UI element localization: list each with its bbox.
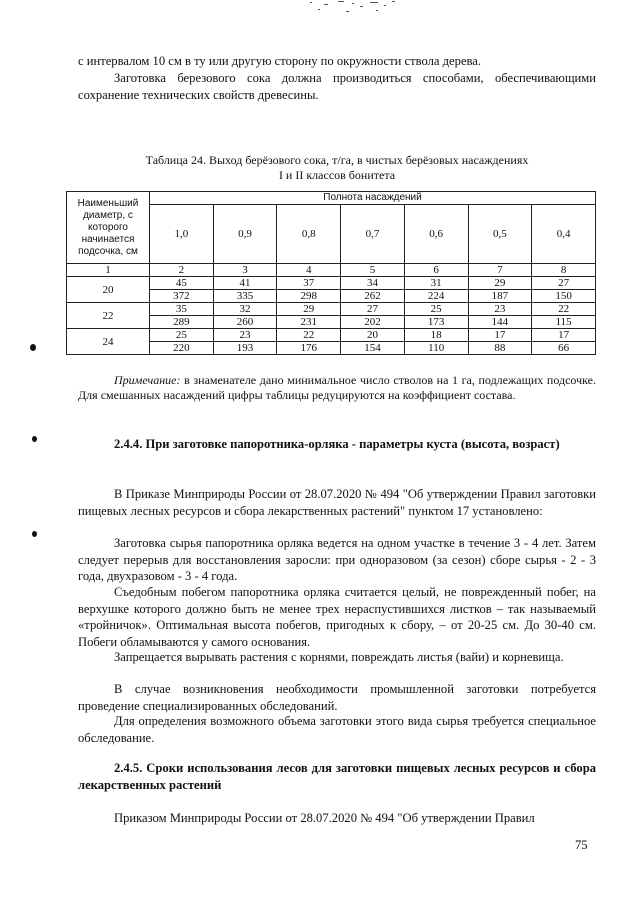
- table-cell: 5: [341, 264, 405, 277]
- intro-line: с интервалом 10 см в ту или другую сторону по окружности ствола дерева.: [78, 54, 482, 68]
- table-cell: 202: [341, 316, 405, 329]
- diameter-cell: 20: [67, 277, 150, 303]
- table-cell: 22: [277, 329, 341, 342]
- table-cell: 32: [213, 303, 277, 316]
- page-number: 75: [575, 838, 588, 852]
- diameter-cell: 22: [67, 303, 150, 329]
- scan-artifact: [300, 0, 410, 14]
- section-244-heading: 2.4.4. При заготовке папоротника-орляка - параметры куста (высота, возраст): [114, 437, 560, 451]
- table-cell: 176: [277, 342, 341, 355]
- table-cell: 17: [468, 329, 532, 342]
- table-cell: 220: [150, 342, 214, 355]
- section-245-paragraph: Приказом Минприроды России от 28.07.2020 № 494 "Об утверждении Правил: [114, 811, 535, 825]
- table-cell: 29: [277, 303, 341, 316]
- table-cell: 17: [532, 329, 596, 342]
- column-header: 1,0: [150, 205, 214, 264]
- section-244-paragraph: Для определения возможного объема заготовки этого вида сырья требуется специальное обследование.: [78, 714, 596, 745]
- section-244-paragraph: Запрещается вырывать растения с корнями, повреждать листья (вайи) и корневища.: [114, 650, 564, 664]
- table-cell: 335: [213, 290, 277, 303]
- table-cell: 289: [150, 316, 214, 329]
- table-cell: 35: [150, 303, 214, 316]
- table-cell: 193: [213, 342, 277, 355]
- table-cell: 37: [277, 277, 341, 290]
- table-cell: 110: [404, 342, 468, 355]
- table-caption-line1: Таблица 24. Выход берёзового сока, т/га, в чистых берёзовых насаждениях: [145, 153, 529, 167]
- table-row: [67, 329, 596, 342]
- table-cell: 27: [341, 303, 405, 316]
- table-cell: 45: [150, 277, 214, 290]
- table-cell: 372: [150, 290, 214, 303]
- table-cell: 144: [468, 316, 532, 329]
- note-label: Примечание:: [114, 373, 181, 387]
- table-cell: 66: [532, 342, 596, 355]
- table-cell: 31: [404, 277, 468, 290]
- table-cell: 20: [341, 329, 405, 342]
- table-cell: 41: [213, 277, 277, 290]
- punch-hole-mark: [32, 436, 37, 442]
- table-cell: 115: [532, 316, 596, 329]
- table-cell: 22: [532, 303, 596, 316]
- column-header: 0,5: [468, 205, 532, 264]
- intro-paragraph: Заготовка березового сока должна производиться способами, обеспечивающими сохранение технических свойств древесины.: [78, 71, 596, 102]
- column-header: 0,7: [341, 205, 405, 264]
- table-cell: 231: [277, 316, 341, 329]
- table-cell: 18: [404, 329, 468, 342]
- table-caption: [78, 153, 596, 183]
- table-cell: 262: [341, 290, 405, 303]
- section-244-paragraph: Заготовка сырья папоротника орляка ведется на одном участке в течение 3 - 4 лет. Затем следует перерыв для восстановления заросли: при одноразовом (за сезон) сборе сырья - 2 - 3 года, двухразовом - 3 - 4 года.: [78, 536, 596, 583]
- table-cell: 298: [277, 290, 341, 303]
- column-header: 0,8: [277, 205, 341, 264]
- table-cell: 6: [404, 264, 468, 277]
- column-header: 0,6: [404, 205, 468, 264]
- column-header: 0,4: [532, 205, 596, 264]
- diameter-cell: 24: [67, 329, 150, 355]
- table-cell: 23: [468, 303, 532, 316]
- density-header: Полнота насаждений: [150, 192, 596, 205]
- table-cell: 8: [532, 264, 596, 277]
- table-cell: 154: [341, 342, 405, 355]
- table-cell: 3: [213, 264, 277, 277]
- section-245-heading: 2.4.5. Сроки использования лесов для заготовки пищевых лесных ресурсов и сбора лекарственных растений: [78, 761, 596, 792]
- table-cell: 29: [468, 277, 532, 290]
- table-cell: 187: [468, 290, 532, 303]
- table-cell: 4: [277, 264, 341, 277]
- table-cell: 173: [404, 316, 468, 329]
- table-cell: 1: [67, 264, 150, 277]
- column-header: 0,9: [213, 205, 277, 264]
- table-cell: 260: [213, 316, 277, 329]
- table-row: [67, 277, 596, 290]
- sap-yield-table: [66, 191, 596, 355]
- table-cell: 150: [532, 290, 596, 303]
- table-cell: 25: [150, 329, 214, 342]
- punch-hole-mark: [32, 531, 37, 537]
- table-note: [78, 373, 596, 403]
- section-244-paragraph: Съедобным побегом папоротника орляка считается целый, не поврежденный побег, на верхушке которого должно быть не менее трех нераспустившихся листков – так называемый «тройничок». Оптимальная высота побегов, пригодных к сбору, – от 20-25 см. До 30-40 см. Побеги обламываются у самого основания.: [78, 585, 596, 649]
- table-cell: 25: [404, 303, 468, 316]
- table-caption-line2: I и II классов бонитета: [278, 168, 396, 182]
- table-cell: 27: [532, 277, 596, 290]
- index-row: [67, 264, 596, 277]
- table-cell: 88: [468, 342, 532, 355]
- table-row: [67, 303, 596, 316]
- section-244-paragraph: В случае возникновения необходимости промышленной заготовки потребуется проведение специализированных обследований.: [78, 682, 596, 713]
- section-244-paragraph: В Приказе Минприроды России от 28.07.2020 № 494 "Об утверждении Правил заготовки пищевых лесных ресурсов и сбора лекарственных растений" пунктом 17 установлено:: [78, 487, 596, 518]
- table-cell: 224: [404, 290, 468, 303]
- table-cell: 2: [150, 264, 214, 277]
- table-cell: 23: [213, 329, 277, 342]
- table-cell: 34: [341, 277, 405, 290]
- punch-hole-mark: [30, 344, 36, 351]
- table-cell: 7: [468, 264, 532, 277]
- note-text: в знаменателе дано минимальное число стволов на 1 га, подлежащих подсочке. Для смешанных насаждений цифры таблицы редуцируются на коэффициент состава.: [78, 373, 596, 402]
- corner-header: Наименьший диаметр, с которого начинается подсочка, см: [67, 192, 150, 264]
